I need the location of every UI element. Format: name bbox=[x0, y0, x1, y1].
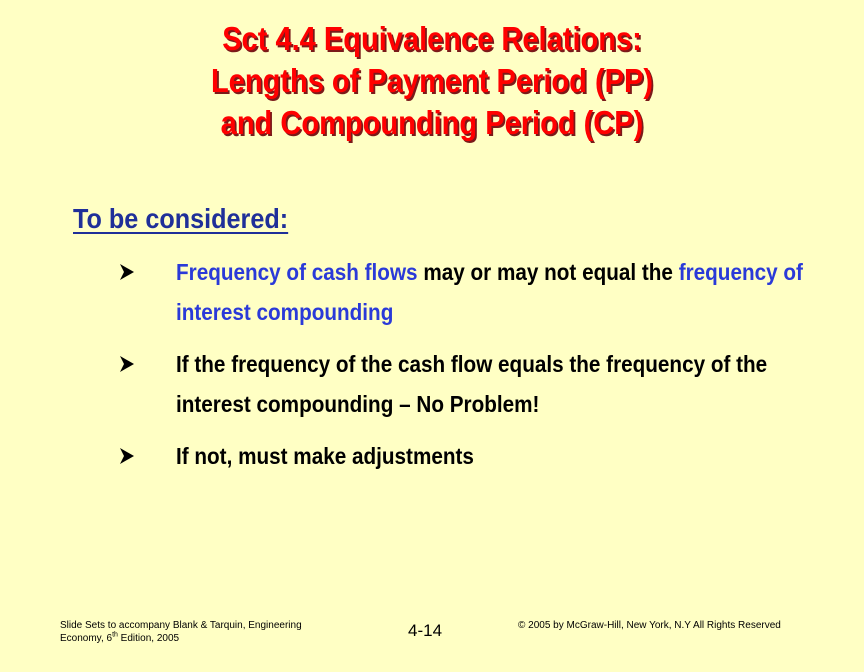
highlight-text: Frequency of cash flows bbox=[176, 259, 418, 285]
title-line-2: Lengths of Payment Period (PP) bbox=[210, 62, 654, 99]
subheading: To be considered: bbox=[73, 203, 289, 234]
arrowhead-bullet-icon bbox=[120, 448, 134, 464]
bullet-text: If not, must make adjustments bbox=[176, 443, 474, 469]
bullet-text: If the frequency of the cash flow equals the frequency of the interest compounding – No Problem! bbox=[176, 351, 768, 417]
bullet-text bbox=[176, 252, 839, 332]
title-line-3: and Compounding Period (CP) bbox=[220, 104, 644, 141]
arrowhead-bullet-icon bbox=[120, 264, 134, 280]
bullet-item-1 bbox=[120, 252, 840, 332]
copyright-notice: © 2005 by McGraw-Hill, New York, N.Y All Rights Reserved bbox=[518, 620, 781, 631]
footer-edition-text: Economy, 6 bbox=[60, 633, 113, 644]
footer-credit-line-1: Slide Sets to accompany Blank & Tarquin, Engineering bbox=[60, 620, 302, 631]
slide-title bbox=[52, 18, 812, 144]
footer-edition-sup: th bbox=[112, 631, 118, 639]
page-number: 4-14 bbox=[408, 621, 443, 640]
footer-credit-line-2 bbox=[60, 632, 350, 645]
bullet-item-2 bbox=[120, 344, 840, 424]
bullet-item-3 bbox=[120, 436, 840, 476]
title-line-1: Sct 4.4 Equivalence Relations: bbox=[222, 20, 642, 57]
arrowhead-bullet-icon bbox=[120, 356, 134, 372]
plain-text: may or may not equal the bbox=[417, 259, 679, 285]
footer-edition-year: Edition, 2005 bbox=[117, 633, 180, 644]
footer-credit bbox=[60, 619, 350, 645]
highlight-text: frequency of interest compounding bbox=[176, 259, 803, 325]
bullet-list bbox=[120, 252, 840, 488]
